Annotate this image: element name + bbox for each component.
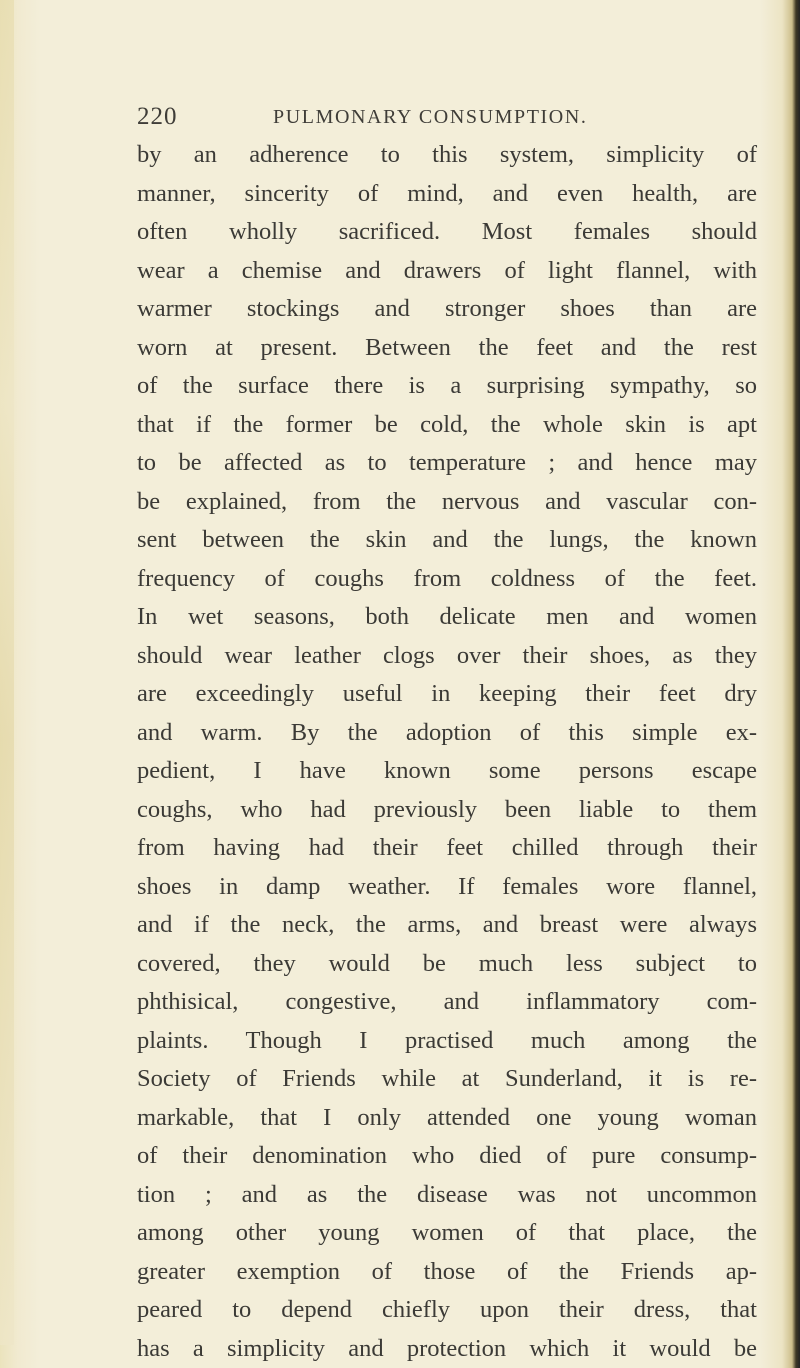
text-line: tion ; and as the disease was not uncommon bbox=[137, 1176, 757, 1215]
text-line: frequency of coughs from coldness of the feet. bbox=[137, 560, 757, 599]
text-line: often wholly sacrificed. Most females should bbox=[137, 213, 757, 252]
text-line: from having had their feet chilled through their bbox=[137, 829, 757, 868]
text-line: should wear leather clogs over their shoes, as they bbox=[137, 637, 757, 676]
text-line: In wet seasons, both delicate men and women bbox=[137, 598, 757, 637]
text-line: be explained, from the nervous and vascular con- bbox=[137, 483, 757, 522]
page-edge-stain bbox=[0, 0, 14, 1345]
text-line: of the surface there is a surprising sympathy, so bbox=[137, 367, 757, 406]
text-line: covered, they would be much less subject to bbox=[137, 945, 757, 984]
text-line: Society of Friends while at Sunderland, it is re- bbox=[137, 1060, 757, 1099]
running-head: PULMONARY CONSUMPTION. bbox=[273, 106, 588, 129]
text-line: of their denomination who died of pure consump- bbox=[137, 1137, 757, 1176]
text-line: coughs, who had previously been liable to them bbox=[137, 791, 757, 830]
text-line: and if the neck, the arms, and breast were always bbox=[137, 906, 757, 945]
text-line: among other young women of that place, the bbox=[137, 1214, 757, 1253]
text-line: warmer stockings and stronger shoes than are bbox=[137, 290, 757, 329]
text-line: and warm. By the adoption of this simple ex- bbox=[137, 714, 757, 753]
body-text bbox=[137, 136, 757, 1368]
text-line: plaints. Though I practised much among the bbox=[137, 1022, 757, 1061]
text-line: worn at present. Between the feet and the rest bbox=[137, 329, 757, 368]
text-line: phthisical, congestive, and inflammatory com- bbox=[137, 983, 757, 1022]
text-line: shoes in damp weather. If females wore flannel, bbox=[137, 868, 757, 907]
text-line: are exceedingly useful in keeping their feet dry bbox=[137, 675, 757, 714]
text-line: to be affected as to temperature ; and hence may bbox=[137, 444, 757, 483]
text-line: markable, that I only attended one young woman bbox=[137, 1099, 757, 1138]
text-line: manner, sincerity of mind, and even health, are bbox=[137, 175, 757, 214]
text-line: greater exemption of those of the Friends ap- bbox=[137, 1253, 757, 1292]
text-line: sent between the skin and the lungs, the known bbox=[137, 521, 757, 560]
text-line: that if the former be cold, the whole skin is apt bbox=[137, 406, 757, 445]
text-line: peared to depend chiefly upon their dress, that bbox=[137, 1291, 757, 1330]
text-line: has a simplicity and protection which it would be bbox=[137, 1330, 757, 1368]
text-line: pedient, I have known some persons escape bbox=[137, 752, 757, 791]
page-number: 220 bbox=[137, 103, 178, 131]
text-line: by an adherence to this system, simplicity of bbox=[137, 136, 757, 175]
text-line: wear a chemise and drawers of light flannel, with bbox=[137, 252, 757, 291]
